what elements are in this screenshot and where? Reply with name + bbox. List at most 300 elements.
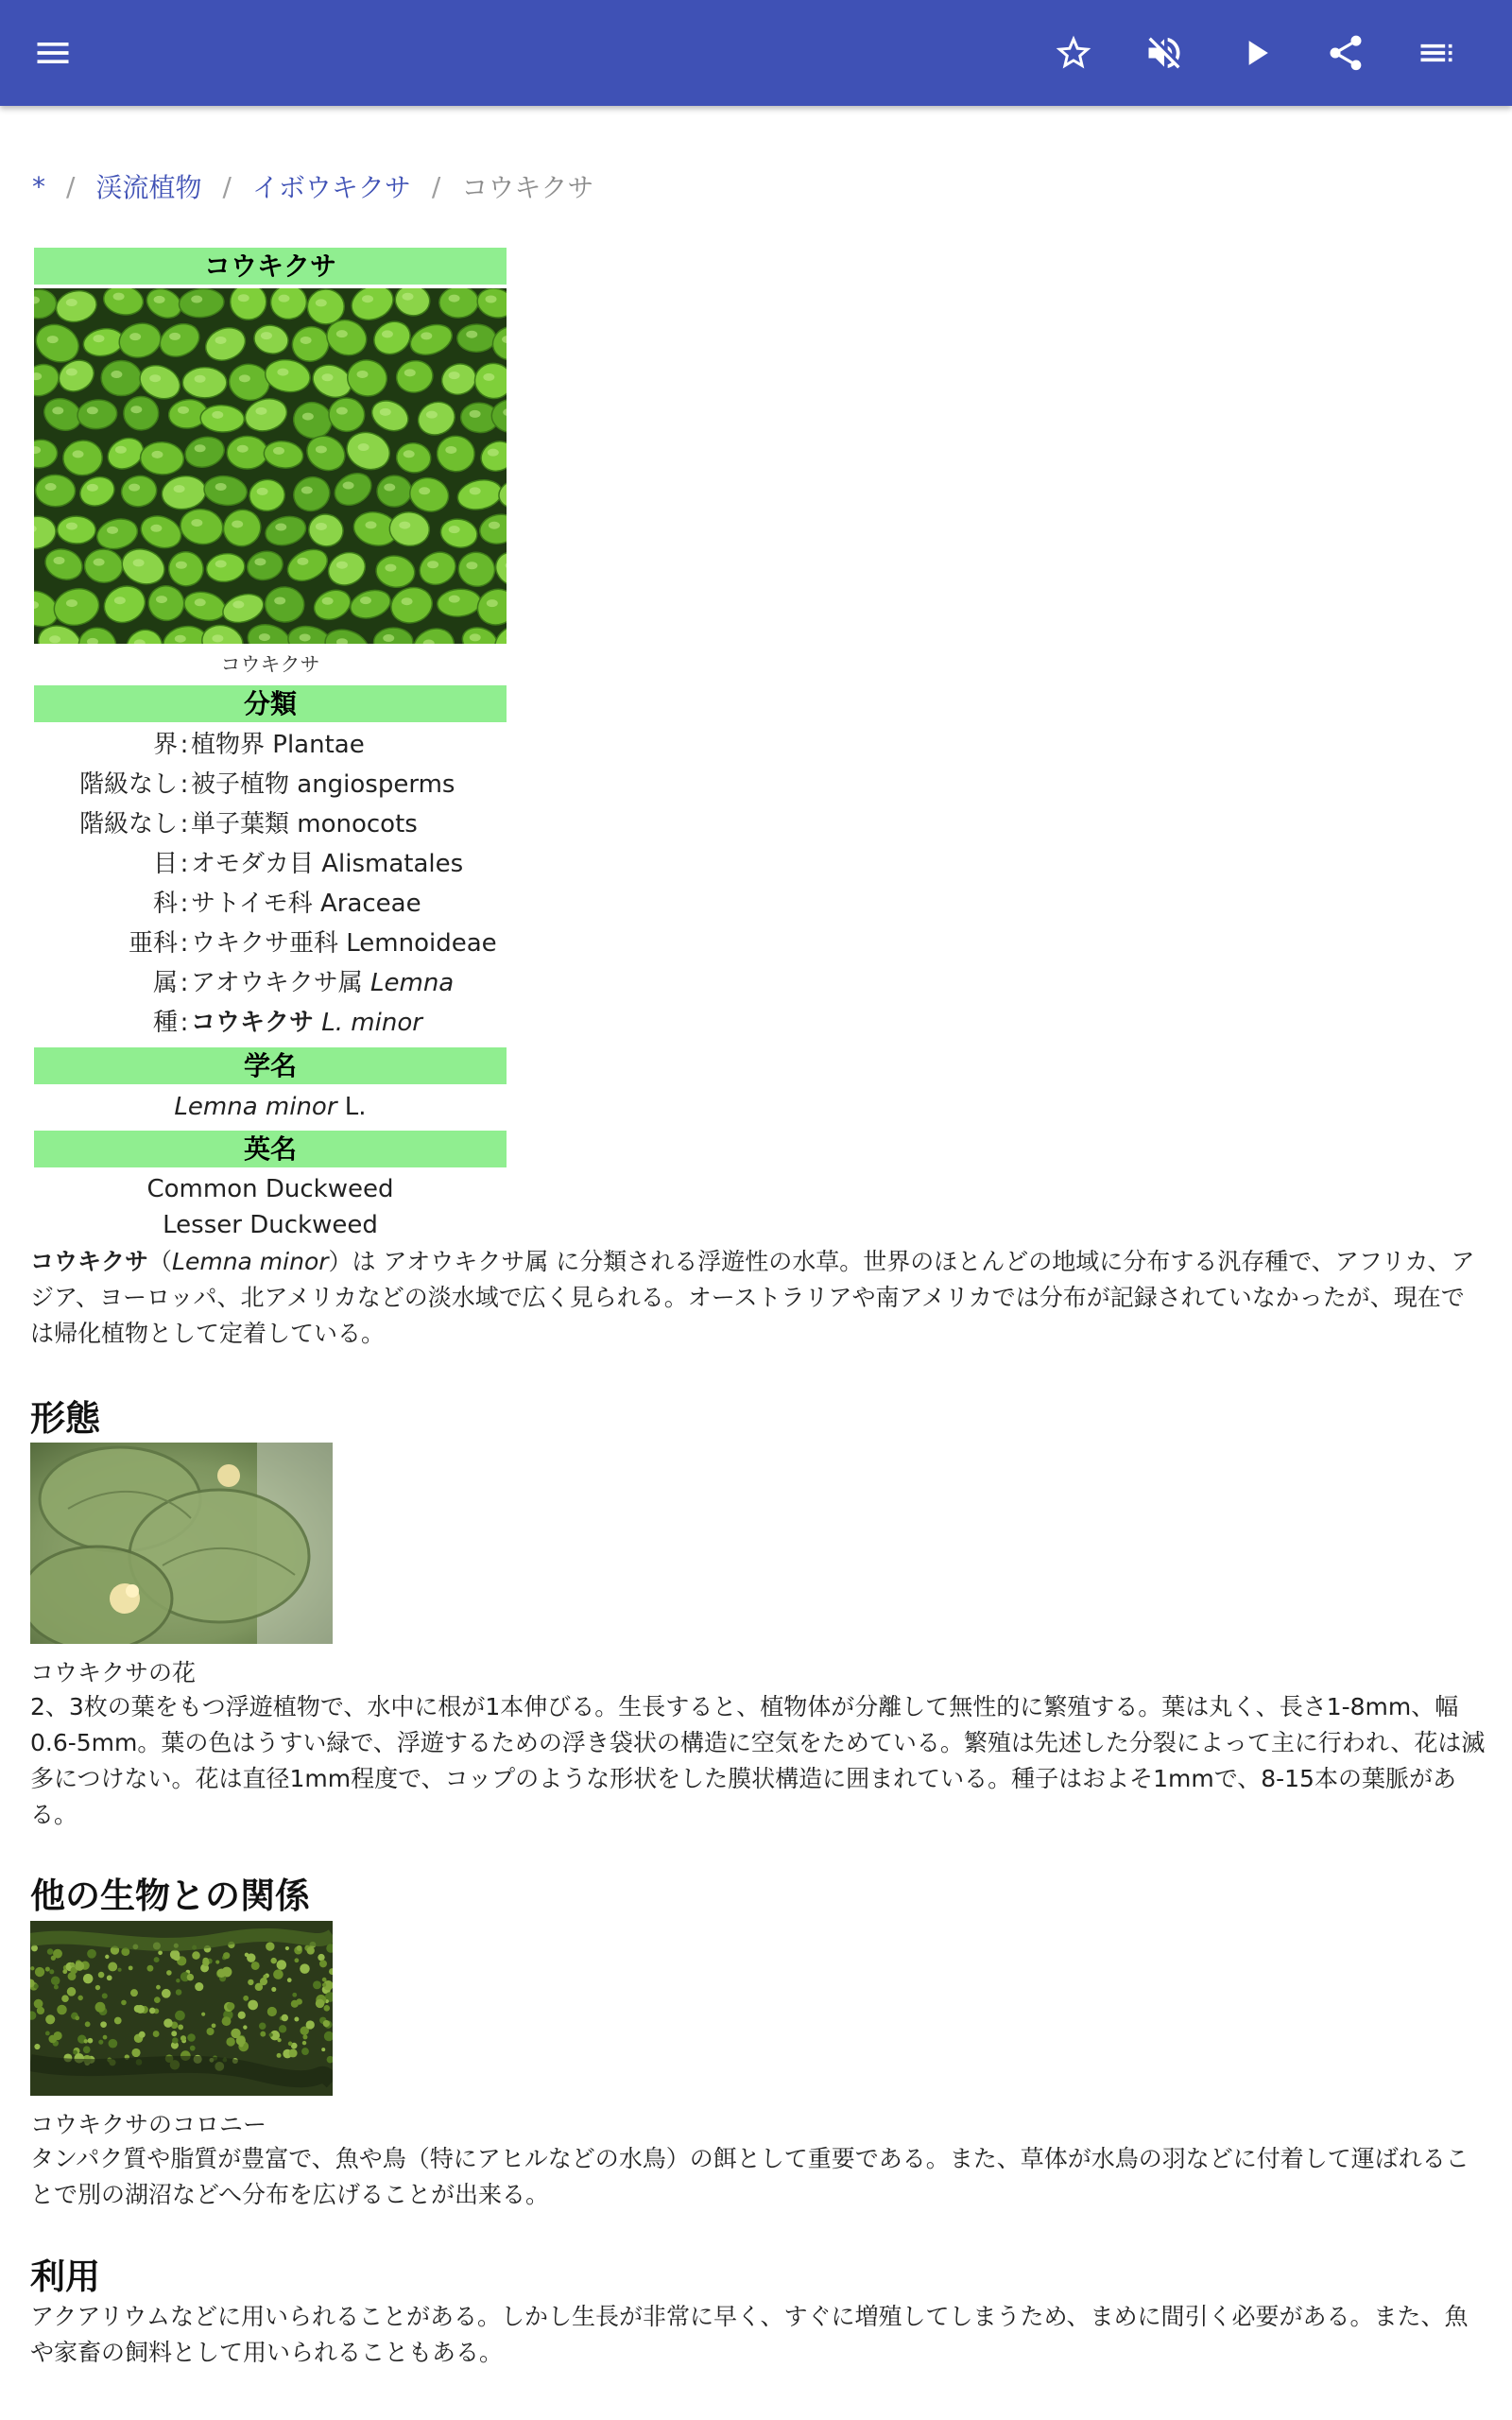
taxonomy-rank: 属 — [152, 969, 178, 997]
colony-texture — [162, 1989, 171, 1998]
leaf-highlight — [470, 633, 481, 641]
infobox-title: コウキクサ — [34, 248, 507, 285]
leaf-highlight — [257, 488, 268, 495]
scientific-name — [34, 1089, 507, 1125]
taxonomy-row — [34, 884, 507, 924]
colony-texture — [238, 2012, 246, 2019]
colony-texture — [156, 1985, 161, 1990]
leaf-highlight — [358, 443, 369, 451]
taxonomy-rank: 階級なし — [78, 770, 178, 799]
taxonomy-value: 植物界 Plantae — [191, 731, 365, 759]
english-name: Lesser Duckweed — [163, 1211, 378, 1239]
taxonomy-value-italic: L. minor — [314, 1009, 422, 1037]
duckweed-photo[interactable] — [34, 288, 507, 644]
leaf-highlight — [175, 635, 186, 643]
taxonomy-row — [34, 844, 507, 884]
colony-image-caption: コウキクサのコロニー — [30, 2111, 267, 2138]
infobox-image-caption: コウキクサ — [220, 653, 320, 676]
colony-texture — [154, 1996, 161, 2003]
leaf-highlight — [274, 596, 285, 604]
colony-texture — [146, 1965, 153, 1972]
leaf-texture — [101, 360, 143, 396]
leaf-highlight — [73, 450, 84, 458]
colony-texture — [48, 2035, 57, 2044]
leaf-highlight — [195, 375, 206, 383]
colony-texture — [129, 1965, 133, 1970]
leaf-highlight — [151, 451, 163, 458]
colony-texture — [248, 1979, 253, 1985]
taxonomy-rank: 目 — [152, 850, 178, 878]
colony-texture — [149, 2008, 156, 2014]
leaf-highlight — [254, 558, 266, 565]
colony-texture — [255, 1983, 263, 1991]
colony-photo[interactable] — [30, 1921, 333, 2096]
taxonomy-table — [34, 722, 507, 1043]
colony-texture — [266, 1942, 274, 1950]
colony-texture — [318, 1954, 324, 1961]
leaf-highlight — [404, 369, 416, 376]
leaf-highlight — [129, 333, 141, 340]
leaf-highlight — [239, 374, 250, 382]
leaf-highlight — [93, 335, 104, 342]
colony-texture — [263, 1975, 267, 1979]
colony-texture — [75, 1962, 84, 1971]
colony-texture — [206, 2028, 214, 2035]
colony-texture — [61, 1995, 69, 2002]
colony-texture — [75, 2015, 79, 2020]
colony-texture — [130, 1989, 138, 1996]
leaf-highlight — [150, 525, 162, 532]
english-name-header: 英名 — [34, 1131, 507, 1167]
list-icon[interactable] — [1402, 19, 1470, 87]
leaf-highlight — [449, 295, 460, 302]
colony-texture — [270, 1958, 276, 1963]
leaf-highlight — [154, 296, 165, 303]
taxonomy-rank: 科 — [152, 890, 178, 918]
section-heading-relations: 他の生物との関係 — [30, 1876, 310, 1916]
colony-texture — [269, 2033, 273, 2037]
colony-texture — [289, 2048, 298, 2057]
leaf-highlight — [238, 294, 249, 302]
colony-texture — [245, 1953, 249, 1957]
leaf-highlight — [53, 557, 64, 564]
leaf-highlight — [178, 406, 189, 414]
leaf-texture — [123, 396, 159, 431]
leaf-highlight — [302, 413, 314, 421]
colony-texture — [222, 2016, 232, 2026]
colony-texture — [302, 2041, 306, 2045]
leaf-highlight — [255, 407, 266, 415]
taxonomy-value: サトイモ科 Araceae — [191, 890, 421, 918]
leaf-texture — [35, 475, 76, 508]
intro-bold: コウキクサ — [30, 1248, 149, 1275]
leaf-highlight — [300, 633, 311, 641]
colony-texture — [319, 1960, 327, 1967]
taxonomy-value: 単子葉類 monocots — [191, 810, 418, 838]
colony-texture — [34, 2044, 40, 2049]
colony-texture — [158, 1950, 163, 1955]
colony-texture — [190, 2046, 196, 2051]
english-name: Common Duckweed — [146, 1175, 394, 1203]
colony-texture — [267, 2007, 277, 2016]
colony-texture — [273, 1969, 284, 1979]
colony-texture — [100, 2021, 107, 2028]
breadcrumb-root-link[interactable]: * — [32, 170, 45, 202]
leaf-highlight — [156, 596, 167, 603]
taxonomy-row — [34, 963, 507, 1003]
taxonomy-value-text: アオウキクサ属 — [191, 969, 371, 997]
taxonomy-rank: 界 — [152, 731, 178, 759]
colony-texture — [176, 1989, 182, 1996]
colony-texture — [277, 2053, 282, 2058]
taxonomy-rank: 亜科 — [128, 929, 178, 958]
leaf-highlight — [195, 598, 206, 606]
leaf-highlight — [399, 522, 410, 529]
relations-paragraph: タンパク質や脂質が豊富で、魚や鳥（特にアヒルなどの水鳥）の餌として重要である。また、草体が水鳥の羽などに付着して運ばれることで別の湖沼などへ分布を広げることが出来る。 — [30, 2145, 1469, 2208]
colony-texture — [277, 1960, 287, 1970]
colony-texture — [139, 2031, 146, 2038]
colony-texture — [95, 1985, 100, 1990]
intro-text: は アオウキクサ属 に分類される浮遊性の水草。世界のほとんどの地域に分布する汎存種で、アフリカ、アジア、ヨーロッパ、北アメリカなどの淡水域で広く見られる。オーストラリアや南アメリカでは分布が記録されていなかったが、現在では帰化植物として定着している。 — [30, 1248, 1475, 1347]
leaf-highlight — [466, 562, 477, 569]
colony-texture — [297, 1945, 302, 1951]
leaf-highlight — [336, 562, 348, 569]
colony-texture — [195, 1982, 203, 1991]
leaf-highlight — [111, 371, 122, 378]
colony-texture — [136, 2005, 145, 2014]
leaf-highlight — [212, 411, 223, 419]
leaf-highlight — [360, 596, 371, 604]
leaf-highlight — [130, 406, 142, 413]
intro-paragraph — [30, 1244, 1486, 1352]
leaf-highlight — [191, 519, 202, 527]
colony-texture — [102, 1993, 108, 1998]
leaf-highlight — [174, 485, 185, 493]
colony-texture — [279, 2025, 286, 2032]
leaf-highlight — [212, 634, 223, 642]
leaf-highlight — [466, 331, 477, 338]
colony-texture — [67, 1987, 77, 1996]
colony-texture — [53, 1949, 62, 1959]
colony-texture — [260, 2031, 266, 2037]
colony-texture — [109, 2039, 118, 2048]
leaf-highlight — [273, 447, 284, 455]
colony-texture — [95, 2002, 106, 2013]
leaf-highlight — [94, 559, 105, 566]
colony-texture — [154, 1957, 160, 1962]
flower-image-caption: コウキクサの花 — [30, 1659, 197, 1686]
morphology-paragraph: 2、3枚の葉をもつ浮遊植物で、水中に根が1本伸びる。生長すると、植物体が分離して無性的に繁殖する。葉は丸く、長さ1-8mm、幅0.6-5mm。葉の色はうすい緑で、浮遊するための浮き袋状の構造に空気をためている。繁殖は先述した分裂によって主に行われ、花は滅多につけない。花は直径1mm程度で、コップのような形状をした膜状構造に囲まれている。種子はおよそ1mmで、8-15本の葉脈がある。 — [30, 1693, 1486, 1828]
leaf-highlight — [402, 597, 413, 605]
colony-texture — [236, 2036, 246, 2046]
colony-texture — [323, 2005, 330, 2012]
taxonomy-separator: : — [180, 810, 189, 838]
taxonomy-separator: : — [180, 929, 189, 958]
colony-texture — [54, 1984, 59, 1989]
leaf-highlight — [487, 599, 498, 607]
leaf-highlight — [45, 483, 57, 491]
leaf-highlight — [449, 526, 460, 533]
taxonomy-separator: : — [180, 850, 189, 878]
colony-texture — [227, 2002, 234, 2010]
leaf-highlight — [404, 450, 415, 458]
leaf-highlight — [322, 373, 334, 381]
colony-texture — [166, 1970, 172, 1976]
colony-texture — [307, 1946, 315, 1954]
taxonomy-value: オモダカ目 Alismatales — [191, 850, 464, 878]
breadcrumb-separator: / — [66, 170, 76, 202]
scientific-name-author: L. — [336, 1093, 367, 1121]
leaf-highlight — [449, 372, 460, 379]
colony-texture — [34, 1984, 39, 1989]
leaf-highlight — [66, 369, 77, 376]
colony-texture — [202, 1958, 209, 1964]
duckweed-flower-image — [30, 1443, 333, 1644]
leaf-highlight — [301, 487, 313, 494]
leaf-highlight — [362, 295, 373, 302]
leaf-highlight — [445, 446, 456, 454]
colony-texture — [301, 2048, 309, 2055]
intro-paren-open: （ — [148, 1248, 173, 1275]
leaf-highlight — [66, 599, 77, 607]
colony-texture — [103, 2035, 108, 2040]
taxonomy-rank: 階級なし — [78, 810, 178, 838]
colony-texture — [83, 1974, 94, 1984]
leaf-highlight — [215, 561, 227, 568]
colony-texture — [323, 2020, 330, 2027]
leaf-highlight — [384, 484, 395, 492]
menu-icon[interactable] — [19, 19, 87, 87]
colony-texture — [131, 2048, 140, 2057]
leaf-highlight — [365, 521, 376, 528]
colony-texture — [292, 1993, 297, 1997]
classification-header: 分類 — [34, 685, 507, 722]
colony-texture — [294, 2017, 299, 2022]
colony-texture — [118, 1968, 122, 1972]
taxonomy-value-bold: コウキクサ — [191, 1009, 315, 1037]
leaf-highlight — [470, 410, 481, 418]
colony-texture — [107, 1975, 112, 1980]
leaf-highlight — [419, 487, 430, 494]
leaf-highlight — [301, 337, 312, 344]
intro-italic: Lemna minor — [172, 1248, 329, 1275]
colony-texture — [288, 2042, 293, 2047]
colony-texture — [277, 2038, 281, 2042]
leaf-highlight — [380, 408, 391, 416]
duckweed-image — [34, 288, 507, 644]
leaf-highlight — [421, 332, 432, 339]
leaf-highlight — [107, 527, 118, 534]
colony-texture — [271, 1987, 276, 1992]
taxonomy-separator: : — [180, 890, 189, 918]
leaf-highlight — [336, 330, 348, 337]
leaf-highlight — [195, 444, 206, 452]
section-heading-morphology: 形態 — [30, 1398, 100, 1439]
colony-texture — [105, 1955, 109, 1959]
colony-texture — [175, 2011, 185, 2021]
leaf-highlight — [483, 373, 494, 381]
leaf-highlight — [49, 635, 60, 643]
taxonomy-value — [191, 1003, 507, 1043]
colony-texture — [243, 2025, 247, 2029]
breadcrumb — [32, 163, 593, 210]
colony-texture — [88, 2038, 94, 2044]
leaf-highlight — [322, 597, 334, 605]
infobox — [34, 248, 507, 1243]
leaf-highlight — [278, 295, 289, 302]
leaf-texture — [307, 288, 345, 324]
colony-texture — [87, 1949, 96, 1959]
leaf-highlight — [382, 330, 393, 337]
colony-texture — [176, 1979, 180, 1982]
colony-texture — [62, 1969, 67, 1974]
leaf-highlight — [261, 332, 272, 339]
breadcrumb-current: コウキクサ — [461, 172, 594, 203]
leaf-highlight — [426, 411, 438, 419]
uses-paragraph: アクアリウムなどに用いられることがある。しかし生長が非常に早く、すぐに増殖してしまうため、まめに間引く必要がある。また、魚や家畜の飼料として用いられることもある。 — [30, 2303, 1469, 2366]
colony-texture — [114, 2017, 122, 2025]
leaf-highlight — [383, 634, 394, 642]
taxonomy-value — [191, 963, 507, 1003]
leaf-highlight — [66, 299, 77, 306]
leaf-texture — [456, 324, 495, 353]
taxonomy-separator: : — [180, 969, 189, 997]
colony-texture — [37, 2007, 44, 2014]
colony-texture — [45, 2031, 50, 2035]
leaf-highlight — [343, 482, 354, 490]
taxonomy-row — [34, 1003, 507, 1043]
leaf-highlight — [385, 564, 396, 572]
breadcrumb-link-keiryu[interactable]: 渓流植物 — [95, 172, 202, 203]
leaf-highlight — [66, 523, 77, 530]
colony-texture — [57, 2005, 67, 2015]
colony-texture — [45, 2014, 55, 2024]
taxonomy-row — [34, 924, 507, 963]
colony-texture — [163, 2018, 172, 2027]
leaf-highlight — [489, 522, 500, 529]
colony-texture — [226, 2037, 234, 2046]
taxonomy-row — [34, 725, 507, 765]
colony-texture — [187, 2033, 196, 2042]
leaf-highlight — [232, 520, 243, 527]
breadcrumb-separator: / — [431, 170, 441, 202]
intro-paren-close: ） — [328, 1248, 352, 1275]
app-bar — [0, 0, 1512, 106]
leaf-highlight — [215, 483, 227, 491]
colony-texture — [85, 2021, 91, 2027]
colony-texture — [212, 2023, 216, 2028]
leaf-highlight — [47, 336, 59, 343]
colony-texture — [287, 1978, 292, 1982]
colony-texture — [223, 1952, 230, 1959]
colony-texture — [316, 1999, 325, 2009]
leaf-texture — [57, 516, 95, 544]
colony-texture — [282, 2014, 288, 2021]
leaf-highlight — [149, 374, 161, 382]
leaf-highlight — [232, 601, 244, 609]
leaf-highlight — [316, 299, 327, 306]
share-icon[interactable] — [1312, 19, 1380, 87]
leaf-highlight — [275, 524, 286, 531]
duckweed-colony-image — [30, 1921, 333, 2096]
star-icon[interactable] — [1040, 19, 1108, 87]
colony-texture — [121, 2000, 127, 2006]
leaf-texture — [227, 436, 267, 469]
colony-texture — [201, 2013, 205, 2016]
scientific-name-header: 学名 — [34, 1047, 507, 1084]
taxonomy-row — [34, 804, 507, 844]
colony-texture — [98, 2040, 103, 2045]
leaf-highlight — [403, 293, 414, 301]
leaf-highlight — [449, 596, 460, 603]
colony-texture — [84, 2039, 88, 2043]
colony-texture — [178, 2025, 183, 2031]
leaf-highlight — [316, 523, 327, 530]
leaf-highlight — [87, 406, 98, 414]
colony-texture — [322, 1983, 326, 1987]
leaf-highlight — [259, 633, 270, 641]
colony-texture — [77, 1996, 83, 2001]
leaf-highlight — [133, 559, 145, 566]
taxonomy-value-italic: Lemna — [370, 969, 455, 997]
colony-texture — [243, 1996, 249, 2001]
leaf-highlight — [114, 596, 126, 604]
volume-off-icon[interactable] — [1130, 19, 1198, 87]
colony-texture — [49, 1969, 54, 1974]
colony-texture — [180, 2035, 186, 2041]
colony-texture — [294, 1958, 299, 1962]
leaf-highlight — [52, 406, 63, 414]
colony-texture — [251, 1962, 260, 1970]
taxonomy-value: ウキクサ亜科 Lemnoideae — [191, 929, 497, 958]
leaf-highlight — [215, 337, 227, 344]
leaf-highlight — [176, 562, 187, 569]
colony-texture — [35, 1967, 44, 1977]
leaf-highlight — [486, 296, 497, 303]
colony-texture — [170, 1950, 180, 1960]
play-icon[interactable] — [1222, 19, 1290, 87]
breadcrumb-link-iboukikusa[interactable]: イボウキクサ — [251, 172, 411, 203]
colony-texture — [300, 1963, 310, 1974]
leaf-highlight — [113, 293, 125, 301]
colony-texture — [321, 2048, 325, 2051]
colony-texture — [285, 1946, 289, 1950]
colony-texture — [302, 2034, 307, 2039]
scientific-name-italic: Lemna minor — [174, 1093, 337, 1121]
leaf-highlight — [316, 445, 327, 453]
leaf-highlight — [277, 369, 288, 376]
flower-photo[interactable] — [30, 1443, 333, 1644]
taxonomy-separator: : — [180, 770, 189, 799]
taxonomy-rank: 種 — [152, 1009, 178, 1037]
colony-texture — [83, 2046, 91, 2053]
leaf-highlight — [169, 333, 180, 340]
colony-texture — [313, 1980, 321, 1989]
breadcrumb-separator: / — [222, 170, 232, 202]
colony-texture — [217, 1968, 227, 1978]
taxonomy-row — [34, 765, 507, 804]
colony-texture — [248, 2000, 258, 2011]
leaf-highlight — [87, 484, 98, 492]
colony-texture — [172, 2037, 178, 2043]
leaf-highlight — [470, 487, 481, 494]
section-heading-uses: 利用 — [30, 2256, 100, 2297]
taxonomy-value: 被子植物 angiosperms — [191, 770, 455, 799]
colony-texture — [306, 2020, 315, 2029]
colony-texture — [98, 1972, 105, 1979]
leaf-highlight — [115, 446, 127, 454]
leaf-highlight — [357, 371, 369, 378]
